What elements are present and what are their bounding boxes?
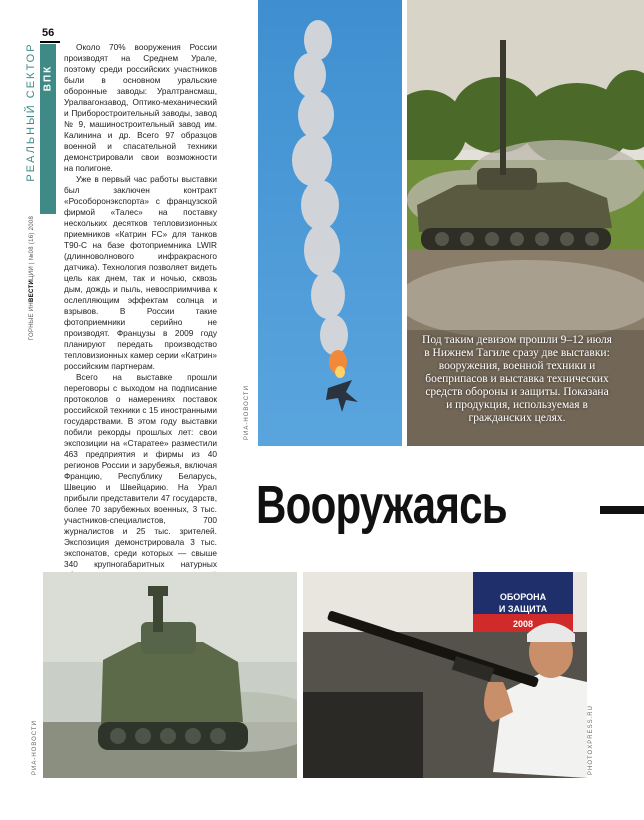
banner-year: 2008 (512, 619, 534, 629)
artillery-photo (43, 572, 297, 778)
section-title: РЕАЛЬНЫЙ СЕКТОР (25, 42, 37, 182)
headline: Вооружаясь (256, 475, 507, 535)
paragraph-3: Всего на выставке прошли переговоры с выходом на подписание протоколов о намерениях поставок российской техники с 15 иностранными государствами. В этом году выставки побили рекорды прошлых лет: свои экспозиции на «Старатеe» разместили 463 предприятия и фирмы из 40 регионов России и зарубежья, включая Францию, Республику Беларусь, Швецию и Швейцарию. На Урал прибыли представители 47 государств, более 70 зарубежных военных, 3 тыс. участников-специалистов, 700 журналистов и 25 тыс. зрителей. Экспозиция демонстрировала 3 тыс. экспонатов, среди которых — свыше 340 крупногабаритных натурных (64, 372, 217, 569)
paragraph-1: Около 70% вооружения России производят на Среднем Урале, поэтому среди российских участников были в основном уральские оборонные заводы: Уралтрансмаш, Уралвагонзавод, Оптико-механический и Приборостроительный заводы, завод № 9, машиностроительный завод им. Калинина и др. Всего 97 образцов военной и спасательной техники демонстрировали свои возможности на полигоне. (64, 42, 217, 173)
banner-line-2: И ЗАЩИТА (498, 604, 548, 614)
magazine-bold: ВЕСТИ (29, 279, 35, 302)
article-body (64, 42, 217, 592)
photo-caption: Под таким девизом прошли 9–12 июля в Нижнем Тагиле сразу две выставки: вооружения, военной техники и боеприпасов и выставка технических средств обороны и защиты. Показана и продукция, используемая в гражданских целях. (422, 334, 612, 424)
banner-line-1: ОБОРОНА (499, 592, 547, 602)
jet-photo (258, 0, 402, 446)
paragraph-2: Уже в первый час работы выставки был заключен контракт «Рособоронэкспорта» с французской фирмой «Талес» на поставку нескольких десятков тепловизионных приемников «Катрин FC» для танков Т90-С на базе фотоприемника LWIR (длинноволнового инфракрасного датчика). Технология позволяет видеть цель как днем, так и ночью, сквозь дым, дождь и пыль, невосприимчива к ослепляющим эффектам солнца и взрывов. В России такие фотоприемники серийно не производят. Французы в 2009 году планируют передать производство тепловизионных камер серии «Катрин» российским партнерам. (64, 174, 217, 371)
jet-photo-credit: РИА-НОВОСТИ (244, 385, 250, 440)
rifle-photo-credit: PHOTOXPRESS.RU (588, 705, 594, 775)
magazine-issue (29, 216, 35, 340)
artillery-photo-credit: РИА-НОВОСТИ (32, 720, 38, 775)
page-number: 56 (42, 27, 55, 39)
rifle-photo (303, 572, 587, 778)
headline-dash (600, 506, 644, 514)
header-rule (40, 41, 60, 43)
magazine-suffix: ЦИИ | №08 (16) 2008 (29, 215, 35, 280)
magazine-prefix: ГОРНЫЕ ИН (29, 301, 35, 341)
section-tag: ВПК (42, 64, 54, 92)
